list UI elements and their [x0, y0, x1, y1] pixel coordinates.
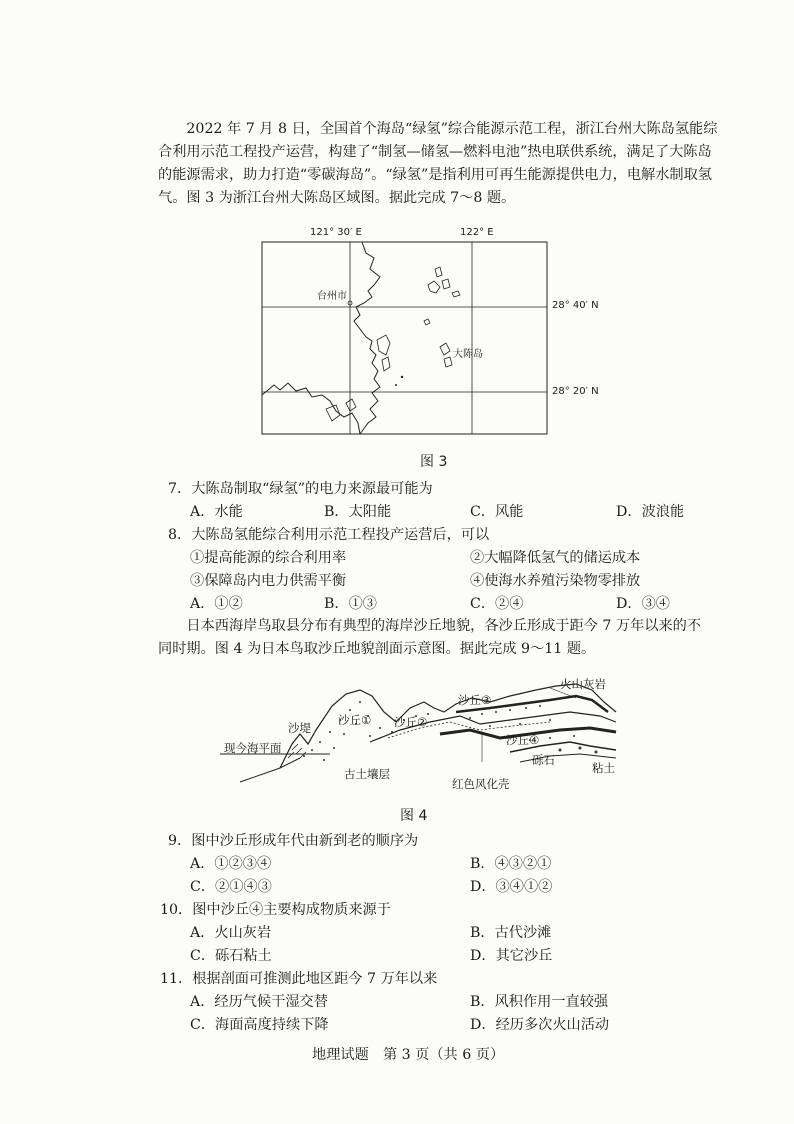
dune-4-label: 沙丘④: [506, 733, 540, 747]
q8-stem: 8．大陈岛氢能综合利用示范工程投产运营后，可以: [168, 527, 490, 543]
q11-stem: 11．根据剖面可推测此地区距今 7 万年以来: [160, 971, 438, 987]
sea-level-label: 现今海平面: [224, 741, 282, 755]
intro-paragraph-2: 日本西海岸鸟取县分布有典型的海岸沙丘地貌，各沙丘形成于距今 7 万年以来的不同时期。图 4 为日本鸟取沙丘地貌剖面示意图。据此完成 9～11 题。: [158, 618, 702, 657]
q7-option-d: D．波浪能: [616, 504, 685, 520]
gravel-label: 砾石: [532, 753, 555, 767]
q9-stem: 9．图中沙丘形成年代由新到老的顺序为: [168, 833, 419, 849]
q9-option-a: A．①②③④: [190, 856, 272, 872]
city-label: 台州市: [317, 291, 347, 302]
paleosol-label: 古土壤层: [344, 767, 390, 781]
lat-label-1: 28° 40′ N: [552, 300, 599, 311]
figure-3-caption: 图 3: [420, 454, 448, 470]
q10-option-c: C．砾石粘土: [190, 948, 272, 964]
q10-option-b: B．古代沙滩: [470, 925, 552, 941]
dachen-island-map: [240, 225, 620, 440]
weathering-crust-label: 红色风化壳: [452, 777, 510, 791]
figure-4-caption: 图 4: [400, 808, 428, 824]
q8-statement-1: ①提高能源的综合利用率: [190, 550, 347, 566]
intro-paragraph-1: 2022 年 7 月 8 日，全国首个海岛“绿氢”综合能源示范工程，浙江台州大陈岛氢能综合利用示范工程投产运营，构建了“制氢—储氢—燃料电池”热电联供系统，满足了大陈岛的能源需求，助力打造“零碳海岛”。“绿氢”是指利用可再生能源提供电力，电解水制取氢气。图 3 为浙江台州大陈岛区域图。据此完成 7～8 题。: [158, 121, 718, 206]
page-footer: 地理试题 第 3 页（共 6 页）: [312, 1047, 505, 1063]
dune-2-label: 沙丘②: [394, 715, 428, 729]
q8-option-c: C．②④: [470, 596, 524, 612]
q8-option-a: A．①②: [190, 596, 243, 612]
lon-label-2: 122° E: [460, 227, 494, 238]
q9-option-d: D．③④①②: [470, 879, 553, 895]
q8-option-b: B．①③: [324, 596, 377, 612]
q8-option-d: D．③④: [616, 596, 670, 612]
q8-statement-4: ④使海水养殖污染物零排放: [470, 573, 641, 589]
q9-option-c: C．②①④③: [190, 879, 272, 895]
island-label: 大陈岛: [453, 349, 483, 360]
dune-1-label: 沙丘①: [338, 713, 372, 727]
dune-3-label: 沙丘③: [458, 693, 492, 707]
q8-statement-2: ②大幅降低氢气的储运成本: [470, 550, 641, 566]
lon-label-1: 121° 30′ E: [310, 227, 362, 238]
q11-option-c: C．海面高度持续下降: [190, 1017, 329, 1033]
q10-option-d: D．其它沙丘: [470, 948, 553, 964]
q11-option-d: D．经历多次火山活动: [470, 1017, 610, 1033]
figure-4-profile: [220, 672, 630, 800]
q7-option-c: C．风能: [470, 504, 524, 520]
figure-3-map: [240, 225, 620, 440]
q8-statement-3: ③保障岛内电力供需平衡: [190, 573, 347, 589]
sand-dike-label: 沙堤: [288, 721, 311, 735]
q7-option-b: B．太阳能: [324, 504, 392, 520]
lat-label-2: 28° 20′ N: [552, 386, 599, 397]
q10-option-a: A．火山灰岩: [190, 925, 272, 941]
q9-option-b: B．④③②①: [470, 856, 552, 872]
q11-option-b: B．风积作用一直较强: [470, 994, 609, 1010]
q10-stem: 10．图中沙丘④主要构成物质来源于: [160, 902, 391, 918]
q11-option-a: A．经历气候干湿交替: [190, 994, 328, 1010]
volcanic-ash-label: 火山灰岩: [560, 677, 606, 691]
q7-option-a: A．水能: [190, 504, 243, 520]
q7-stem: 7．大陈岛制取“绿氢”的电力来源最可能为: [168, 481, 433, 497]
clay-label: 粘土: [592, 761, 615, 775]
